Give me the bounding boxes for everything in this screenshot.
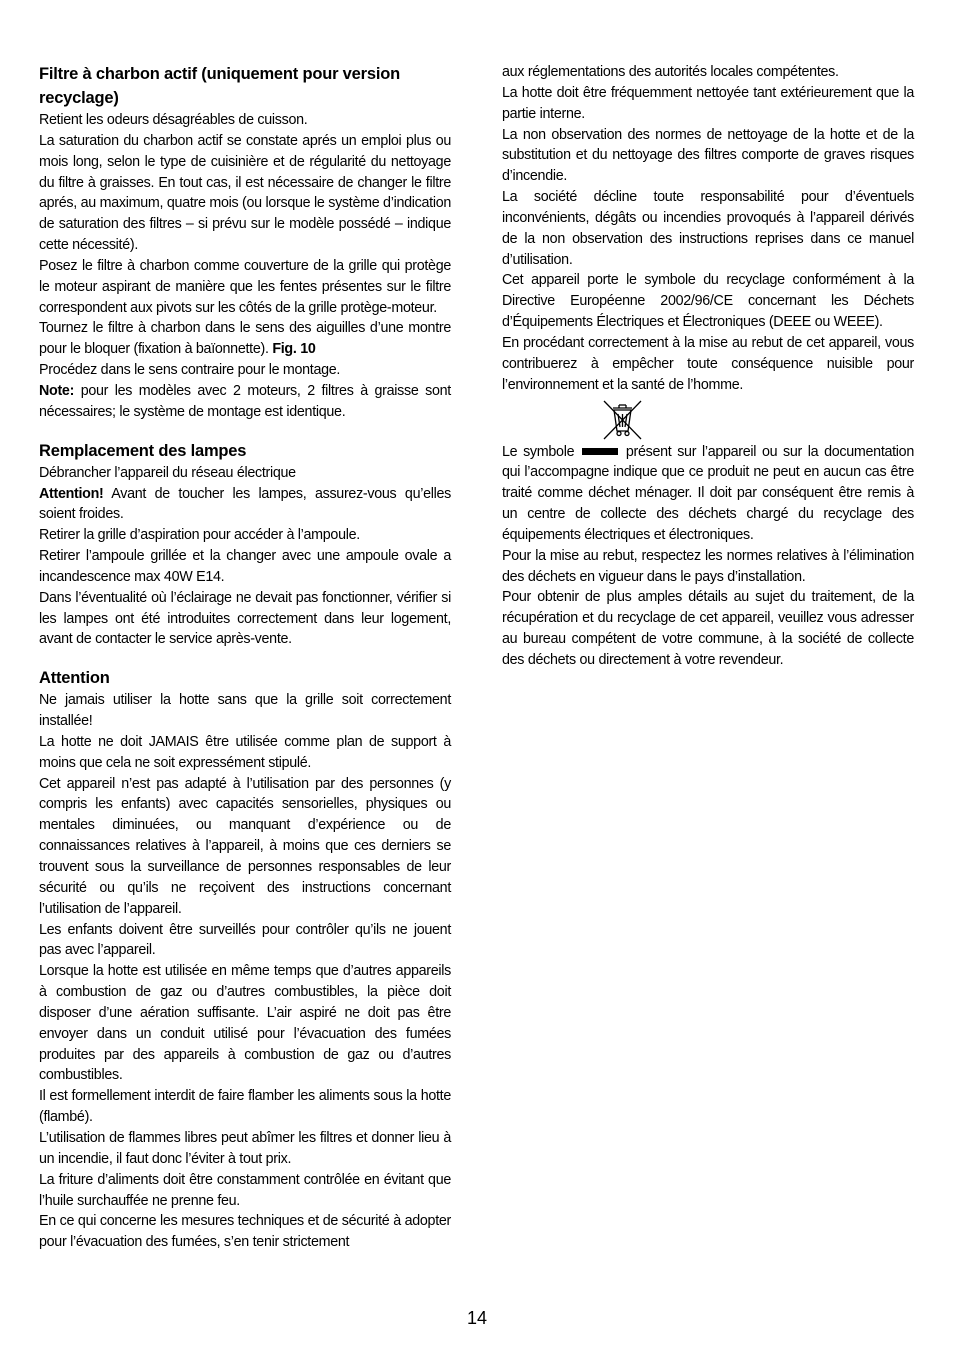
note-label: Note:	[39, 382, 75, 399]
paragraph: Retirer la grille d’aspiration pour accéder à l’ampoule.	[39, 527, 360, 544]
paragraph: En procédant correctement à la mise au rebut de cet appareil, vous contribuerez à empêcher toute conséquence nuisible pour l’environnement et la santé de l’homme.	[502, 334, 914, 393]
paragraph: Les enfants doivent être surveillés pour contrôler qu’ils ne jouent pas avec l’appareil.	[39, 921, 451, 959]
paragraph-text: présent sur l’appareil ou sur la documentation qui l’accompagne indique que ce produit ne peut en aucun cas être traité comme déchet ménager. Il doit par conséquent être remis à un centre de collecte des déchets chargé du recyclage des équipements électriques et électroniques.	[502, 443, 914, 543]
left-column	[39, 62, 451, 1253]
paragraph: Cet appareil porte le symbole du recyclage conformément à la Directive Européenne 2002/96/CE concernant les Déchets d’Équipements Électriques et Électroniques (DEEE ou WEEE).	[502, 272, 914, 331]
paragraph: Procédez dans le sens contraire pour le montage.	[39, 362, 341, 379]
paragraph-text: Avant de toucher les lampes, assurez-vous qu’elles soient froides.	[39, 485, 451, 523]
attention-label: Attention!	[39, 485, 104, 502]
paragraph: Lorsque la hotte est utilisée en même temps que d’autres appareils à combustion de gaz ou d’autres combustibles, la pièce doit disposer d’une aération suffisante. L’air aspiré ne doit pas être envoyer dans un conduit utilisé pour l’évacuation des fumées produites par des appareils à combustion de gaz ou d’autres combustibles.	[39, 963, 451, 1084]
paragraph: Retient les odeurs désagréables de cuisson.	[39, 112, 308, 128]
section-title-charcoal-filter: Filtre à charbon actif (uniquement pour version recyclage)	[39, 65, 400, 107]
paragraph: Retirer l’ampoule grillée et la changer avec une ampoule ovale a incandescence max 40W E14.	[39, 548, 451, 585]
paragraph: Dans l’éventualité où l’éclairage ne devait pas fonctionner, vérifier si les lampes ont été introduites correctement dans leur logement, avant de contacter le service après-vente.	[39, 589, 451, 648]
paragraph: Cet appareil n’est pas adapté à l’utilisation par des personnes (y compris les enfants) avec capacités sensorielles, physiques ou mentales diminuées, ou manquant d’expérience ou de connaissances relatives à l’appareil, à moins que ces derniers se trouvent sous la surveillance de personnes responsables de leur sécurité ou qu’ils ne reçoivent des instructions concernant l’utilisation de l’appareil.	[39, 775, 451, 917]
paragraph-text: Le symbole	[502, 443, 575, 460]
paragraph-text: pour les modèles avec 2 moteurs, 2 filtres à graisse sont nécessaires; le système de montage est identique.	[39, 382, 451, 420]
paragraph: La saturation du charbon actif se constate aprés un emploi plus ou mois long, selon le type de cuisinière et de régularité du nettoyage du filtre à graisses. En tout cas, il est nécessaire de changer le filtre aprés, au maximum, quatre mois (ou lorsque le système d’indication de saturation des filtres – si prévu sur le modèle possédé – indique cette nécessité).	[39, 132, 451, 254]
paragraph: La friture d’aliments doit être constamment contrôlée en évitant que l’huile surchauffée ne prenne feu.	[39, 1171, 451, 1209]
paragraph: En ce qui concerne les mesures techniques et de sécurité à adopter pour l’évacuation des fumées, s’en tenir strictement	[39, 1213, 451, 1251]
paragraph: L’utilisation de flammes libres peut abîmer les filtres et donner lieu à un incendie, il faut donc l’éviter à tout prix.	[39, 1129, 451, 1167]
page-number: 14	[466, 1308, 488, 1328]
right-column	[502, 62, 914, 671]
paragraph	[39, 484, 451, 526]
paragraph: aux réglementations des autorités locales compétentes.	[502, 64, 839, 80]
paragraph	[502, 442, 914, 546]
paragraph-text: Tournez le filtre à charbon dans le sens des aiguilles d’une montre pour le bloquer (fixation à baïonnette).	[39, 320, 451, 358]
paragraph: La société décline toute responsabilité pour d’éventuels inconvénients, dégâts ou incendies provoqués à l’appareil dérivés de la non observation des instructions reprises dans ce manuel d’utilisation.	[502, 189, 914, 268]
black-bar-symbol-icon	[582, 448, 618, 455]
paragraph: Pour la mise au rebut, respectez les normes relatives à l’élimination des déchets en vigueur dans le pays d’installation.	[502, 547, 914, 585]
paragraph: La non observation des normes de nettoyage de la hotte et de la substitution et du nettoyage des filtres comporte de graves risques d’incendie.	[502, 126, 914, 185]
paragraph: Débrancher l’appareil du réseau électrique	[39, 464, 296, 481]
section-title-lamp-replacement: Remplacement des lampes	[39, 441, 247, 460]
paragraph: La hotte doit être fréquemment nettoyée tant extérieurement que la partie interne.	[502, 84, 914, 122]
paragraph: Pour obtenir de plus amples détails au sujet du traitement, de la récupération et du recyclage de cet appareil, veuillez vous adresser au bureau compétent de votre commune, à la société de collecte des déchets ou directement à votre revendeur.	[502, 589, 914, 668]
paragraph: Il est formellement interdit de faire flamber les aliments sous la hotte (flambé).	[39, 1088, 451, 1126]
paragraph	[39, 381, 451, 423]
paragraph: Ne jamais utiliser la hotte sans que la grille soit correctement installée!	[39, 692, 451, 730]
figure-reference: Fig. 10	[272, 341, 316, 358]
section-title-attention: Attention	[39, 669, 110, 688]
paragraph: La hotte ne doit JAMAIS être utilisée comme plan de support à moins que cela ne soit expressément stipulé.	[39, 733, 451, 771]
crossed-out-wheelie-bin-icon	[600, 398, 644, 442]
paragraph: Posez le filtre à charbon comme couverture de la grille qui protège le moteur aspirant de manière que les fentes présentes sur le filtre correspondent aux pivots sur les côtés de la grille protège-moteur.	[39, 257, 451, 316]
paragraph	[39, 318, 451, 360]
weee-symbol-block	[502, 398, 914, 442]
